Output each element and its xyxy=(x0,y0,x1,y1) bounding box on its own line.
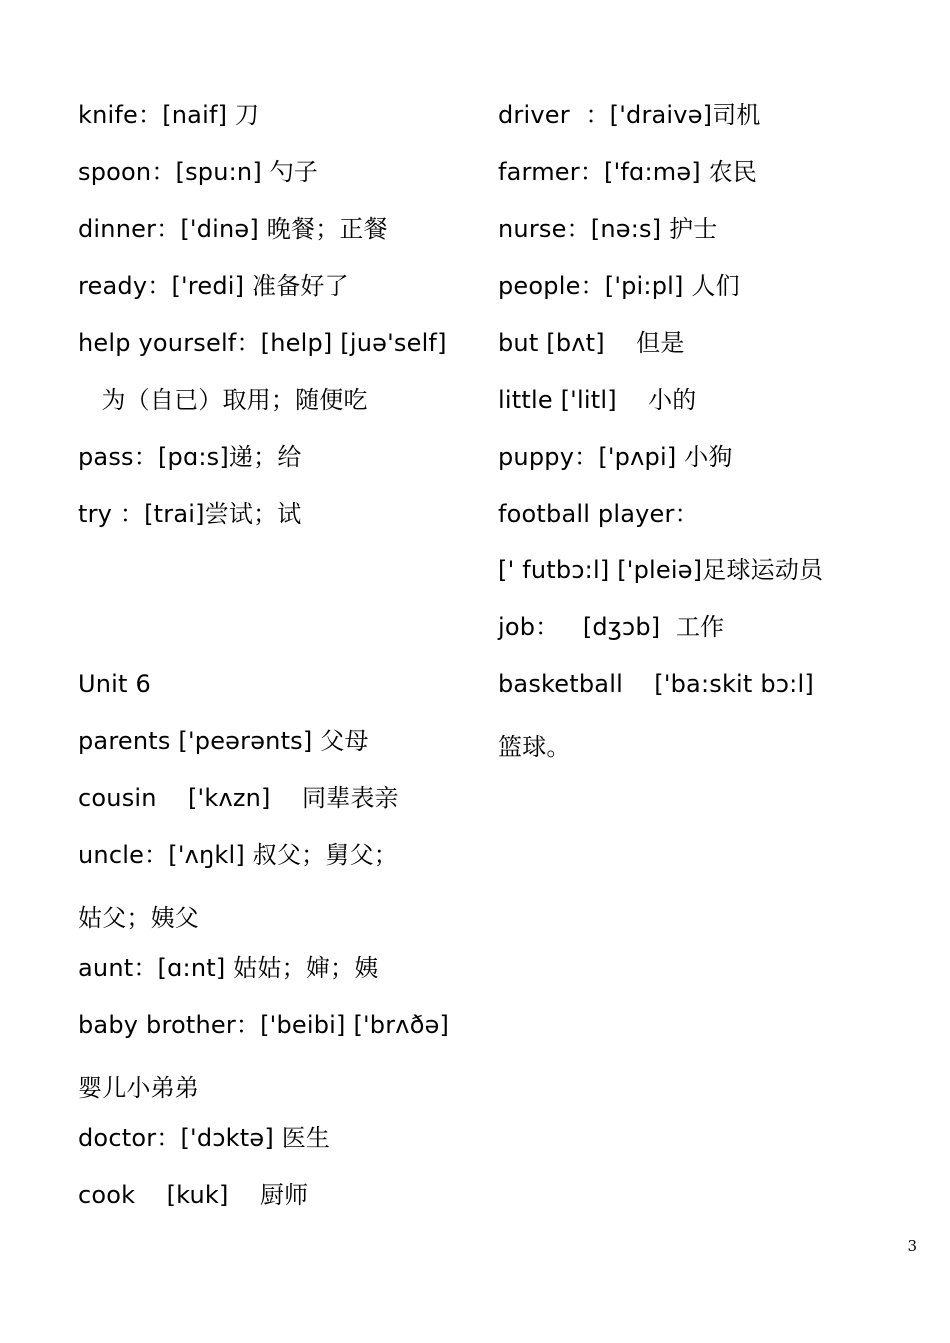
vocab-nurse: nurse：[nə:s] 护士 xyxy=(498,215,718,243)
page-number: 3 xyxy=(907,1237,917,1255)
vocab-dinner: dinner：['dinə] 晚餐；正餐 xyxy=(78,215,388,243)
vocab-pass: pass：[pɑ:s]递；给 xyxy=(78,443,302,471)
vocab-puppy: puppy：['pʌpi] 小狗 xyxy=(498,443,733,471)
vocab-baby-brother: baby brother：['beibi] ['brʌðə] xyxy=(78,1011,450,1039)
vocab-baby-brother-meaning: 婴儿小弟弟 xyxy=(78,1074,199,1102)
vocab-doctor: doctor：['dɔktə] 医生 xyxy=(78,1124,331,1152)
vocab-farmer: farmer：['fɑ:mə] 农民 xyxy=(498,158,758,186)
vocab-cousin: cousin ['kʌzn] 同辈表亲 xyxy=(78,784,399,812)
vocab-spoon: spoon：[spu:n] 勺子 xyxy=(78,158,319,186)
vocab-little: little ['litl] 小的 xyxy=(498,386,697,414)
vocab-basketball-meaning: 篮球。 xyxy=(498,733,571,761)
vocab-people: people：['pi:pl] 人们 xyxy=(498,272,740,300)
unit-heading: Unit 6 xyxy=(78,670,151,698)
vocab-but: but [bʌt] 但是 xyxy=(498,329,685,357)
vocab-cook: cook [kuk] 厨师 xyxy=(78,1181,309,1209)
vocab-basketball: basketball ['ba:skit bɔ:l] xyxy=(498,670,814,698)
vocab-try: try ：[trai]尝试；试 xyxy=(78,500,302,528)
vocab-parents: parents ['peərənts] 父母 xyxy=(78,727,369,755)
vocab-driver: driver ：['draivə]司机 xyxy=(498,101,761,129)
vocab-job: job： [dʒɔb] 工作 xyxy=(498,613,725,641)
vocab-aunt: aunt：[ɑ:nt] 姑姑；婶；姨 xyxy=(78,954,379,982)
vocab-ready: ready：['redi] 准备好了 xyxy=(78,272,349,300)
vocab-uncle: uncle：['ʌŋkl] 叔父；舅父； xyxy=(78,841,398,869)
vocab-help-yourself-meaning: 为（自已）取用；随便吃 xyxy=(78,386,368,414)
vocab-football-player: football player： xyxy=(498,500,699,528)
vocab-knife: knife：[naif] 刀 xyxy=(78,101,260,129)
vocab-help-yourself: help yourself：[help] [juə'self] xyxy=(78,329,447,357)
vocab-football-player-phonetic: [' futbɔ:l] ['pleiə]足球运动员 xyxy=(498,556,824,584)
vocab-uncle-meaning-cont: 姑父；姨父 xyxy=(78,904,199,932)
